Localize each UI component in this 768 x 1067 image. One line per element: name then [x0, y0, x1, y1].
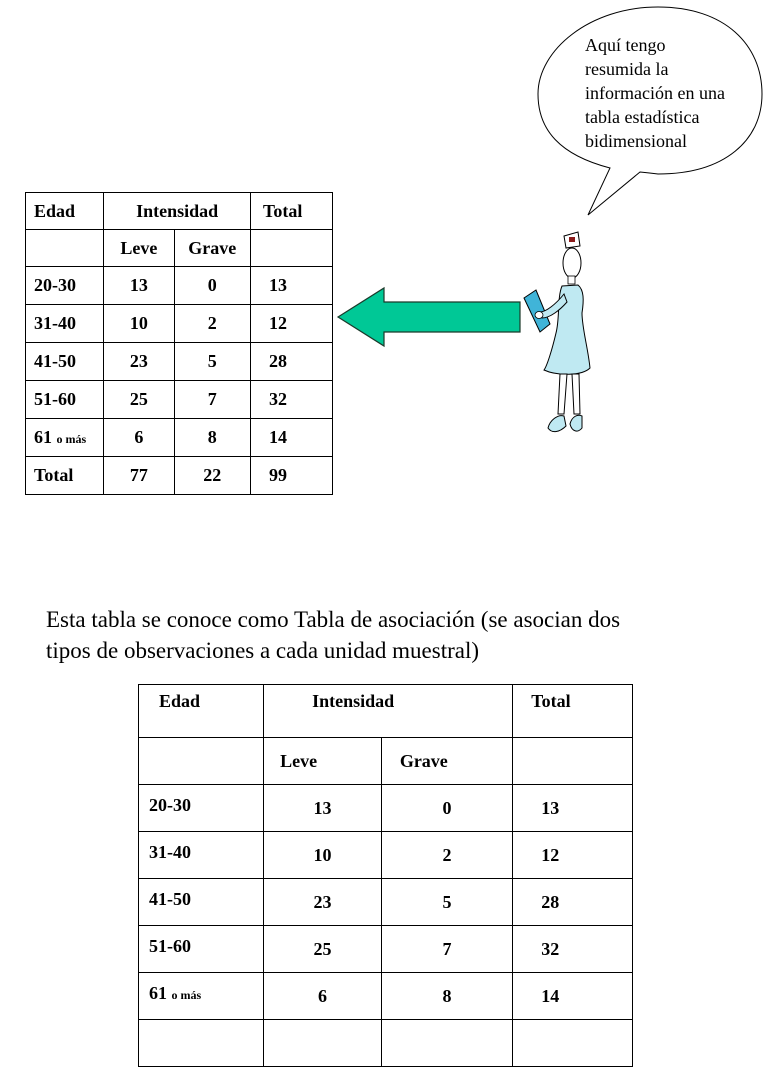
- row-total: 14: [251, 419, 333, 457]
- row-total: 13: [251, 267, 333, 305]
- row-leve: 13: [104, 267, 174, 305]
- row-leve: 25: [264, 926, 382, 973]
- row-edad: 41-50: [34, 351, 76, 371]
- totals-leve: [264, 1020, 382, 1067]
- table-row: [139, 832, 633, 879]
- caption: [46, 604, 726, 666]
- row-grave: 0: [381, 785, 512, 832]
- totals-grave: 22: [174, 457, 250, 495]
- empty-cell: [26, 230, 104, 267]
- row-total: 12: [513, 832, 633, 879]
- row-edad: 51-60: [34, 389, 76, 409]
- row-total: 32: [513, 926, 633, 973]
- row-total: 14: [513, 973, 633, 1020]
- row-grave: 0: [174, 267, 250, 305]
- totals-label: Total: [26, 457, 104, 495]
- row-total: 28: [513, 879, 633, 926]
- header-leve: Leve: [104, 230, 174, 267]
- bubble-line: resumida la: [585, 59, 669, 79]
- totals-row: [139, 1020, 633, 1067]
- speech-bubble-text: [585, 33, 760, 153]
- bubble-line: Aquí tengo: [585, 35, 666, 55]
- totals-grave: [381, 1020, 512, 1067]
- row-edad: 31-40: [149, 842, 191, 862]
- header-total: Total: [513, 685, 633, 738]
- bubble-line: bidimensional: [585, 131, 687, 151]
- row-leve: 6: [104, 419, 174, 457]
- header-grave: Grave: [381, 738, 512, 785]
- row-leve: 23: [264, 879, 382, 926]
- row-total: 28: [251, 343, 333, 381]
- row-edad: 51-60: [149, 936, 191, 956]
- row-grave: 8: [174, 419, 250, 457]
- totals-total: [513, 1020, 633, 1067]
- empty-cell: [513, 738, 633, 785]
- table-row: [26, 343, 333, 381]
- row-total: 12: [251, 305, 333, 343]
- row-edad: 61: [149, 983, 167, 1003]
- left-arrow-icon: [336, 286, 522, 348]
- bubble-line: tabla estadística: [585, 107, 700, 127]
- row-leve: 10: [264, 832, 382, 879]
- association-table-top: [25, 192, 333, 495]
- row-grave: 5: [174, 343, 250, 381]
- header-leve: Leve: [264, 738, 382, 785]
- table-row: [26, 267, 333, 305]
- row-edad-suffix: o más: [56, 432, 87, 446]
- header-grave: Grave: [174, 230, 250, 267]
- header-total: Total: [251, 193, 333, 230]
- caption-line-2: tipos de observaciones a cada unidad muestral): [46, 638, 480, 663]
- totals-total: 99: [251, 457, 333, 495]
- caption-line-1: Esta tabla se conoce como Tabla de asociación (se asocian dos: [46, 607, 621, 632]
- row-grave: 8: [381, 973, 512, 1020]
- row-leve: 23: [104, 343, 174, 381]
- row-total: 32: [251, 381, 333, 419]
- table-row: [26, 305, 333, 343]
- bubble-line: información en una: [585, 83, 725, 103]
- row-total: 13: [513, 785, 633, 832]
- row-grave: 2: [381, 832, 512, 879]
- row-edad: 20-30: [34, 275, 76, 295]
- row-leve: 13: [264, 785, 382, 832]
- totals-leve: 77: [104, 457, 174, 495]
- empty-cell: [251, 230, 333, 267]
- nurse-figure-icon: [512, 228, 612, 438]
- row-edad-suffix: o más: [171, 988, 202, 1002]
- totals-label: [139, 1020, 264, 1067]
- row-grave: 5: [381, 879, 512, 926]
- empty-cell: [139, 738, 264, 785]
- header-edad: Edad: [26, 193, 104, 230]
- table-row: [139, 879, 633, 926]
- association-table-bottom: [138, 684, 633, 1067]
- row-edad: 31-40: [34, 313, 76, 333]
- row-leve: 6: [264, 973, 382, 1020]
- table-row: [139, 785, 633, 832]
- row-grave: 7: [381, 926, 512, 973]
- row-edad: 20-30: [149, 795, 191, 815]
- header-intensidad: Intensidad: [264, 685, 513, 738]
- row-leve: 25: [104, 381, 174, 419]
- table-row: [26, 381, 333, 419]
- row-grave: 7: [174, 381, 250, 419]
- table-row: [139, 926, 633, 973]
- table-row: [139, 973, 633, 1020]
- totals-row: [26, 457, 333, 495]
- header-edad: Edad: [139, 685, 264, 738]
- row-edad: 41-50: [149, 889, 191, 909]
- header-intensidad: Intensidad: [104, 193, 251, 230]
- row-grave: 2: [174, 305, 250, 343]
- table-row: [26, 419, 333, 457]
- row-edad: 61: [34, 427, 52, 447]
- row-leve: 10: [104, 305, 174, 343]
